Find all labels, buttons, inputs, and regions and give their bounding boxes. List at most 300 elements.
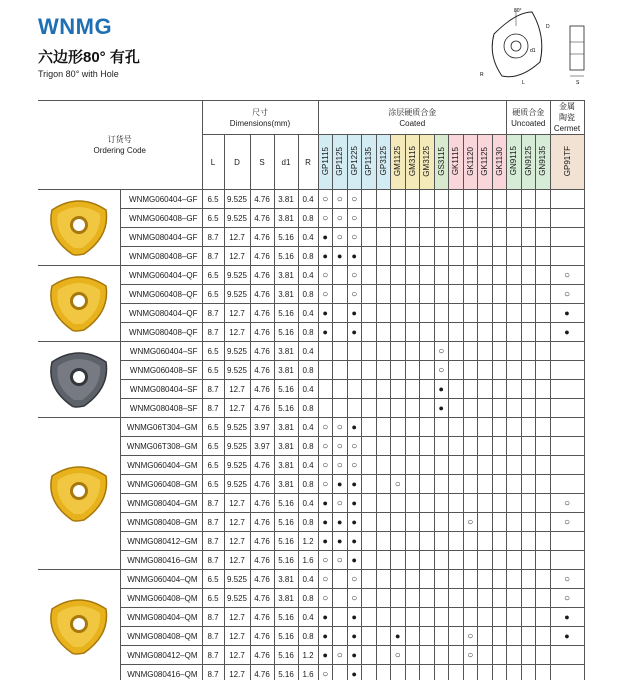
grade-availability-cell (420, 532, 435, 551)
grade-availability-cell (405, 266, 420, 285)
available-open-marker: ○ (351, 440, 358, 452)
available-open-marker: ○ (336, 497, 343, 509)
dimension-cell-l: 8.7 (202, 323, 224, 342)
grade-availability-cell (318, 475, 333, 494)
grade-availability-cell (405, 608, 420, 627)
grade-availability-cell (507, 475, 522, 494)
available-open-marker: ○ (336, 459, 343, 471)
available-open-marker: ○ (563, 497, 571, 509)
grade-availability-cell (420, 209, 435, 228)
grade-availability-cell (434, 228, 449, 247)
grade-availability-cell (362, 646, 377, 665)
grade-availability-cell (362, 551, 377, 570)
recommended-filled-marker: ● (564, 307, 570, 318)
grade-availability-cell (550, 665, 584, 680)
grade-availability-cell (391, 456, 406, 475)
dimension-cell-r: 0.8 (298, 285, 318, 304)
dimension-cell-d: 9.525 (224, 361, 250, 380)
grade-availability-cell (318, 456, 333, 475)
grade-availability-cell (420, 494, 435, 513)
grade-availability-cell (449, 608, 464, 627)
grade-availability-cell (362, 456, 377, 475)
grade-availability-cell (376, 380, 391, 399)
recommended-filled-marker: ● (322, 630, 328, 641)
dimension-cell-r: 0.4 (298, 304, 318, 323)
grade-availability-cell (507, 665, 522, 680)
grade-availability-cell (405, 399, 420, 418)
available-open-marker: ○ (351, 212, 358, 224)
dimension-cell-d: 12.7 (224, 228, 250, 247)
dimension-cell-d1: 3.81 (274, 209, 298, 228)
grade-availability-cell (550, 304, 584, 323)
available-open-marker: ○ (563, 269, 571, 281)
grade-availability-cell (507, 190, 522, 209)
grade-availability-cell (318, 608, 333, 627)
grade-availability-cell (536, 247, 551, 266)
grade-availability-cell (449, 646, 464, 665)
grade-availability-cell (478, 589, 493, 608)
grade-col-header (376, 135, 391, 190)
dimension-cell-d: 9.525 (224, 437, 250, 456)
grade-availability-cell (434, 494, 449, 513)
grade-availability-cell (507, 646, 522, 665)
recommended-filled-marker: ● (322, 307, 328, 318)
grade-availability-cell (391, 532, 406, 551)
dimension-cell-d: 9.525 (224, 570, 250, 589)
grade-availability-cell (362, 285, 377, 304)
insert-icon (44, 348, 114, 410)
grade-availability-cell (333, 323, 348, 342)
grade-availability-cell (478, 266, 493, 285)
grade-availability-cell (492, 513, 507, 532)
grade-availability-cell (521, 551, 536, 570)
cermet-header (550, 101, 584, 135)
grade-availability-cell (391, 266, 406, 285)
grade-availability-cell (420, 285, 435, 304)
dim-col-header: S (250, 135, 274, 190)
dimension-cell-l: 8.7 (202, 646, 224, 665)
recommended-filled-marker: ● (351, 307, 357, 318)
dimension-cell-d1: 3.81 (274, 456, 298, 475)
grade-availability-cell (463, 627, 478, 646)
grade-availability-cell (420, 228, 435, 247)
grade-availability-cell (492, 418, 507, 437)
grade-availability-cell (420, 665, 435, 680)
available-open-marker: ○ (563, 516, 571, 528)
grade-availability-cell (362, 323, 377, 342)
dimension-cell-s: 4.76 (250, 646, 274, 665)
grade-availability-cell (318, 551, 333, 570)
grade-availability-cell (376, 247, 391, 266)
ordering-code-cell: WNMG060404–QM (120, 570, 202, 589)
available-open-marker: ○ (351, 573, 358, 585)
dimension-cell-s: 4.76 (250, 323, 274, 342)
ordering-code-cell: WNMG060408–SF (120, 361, 202, 380)
grade-availability-cell (333, 361, 348, 380)
dimension-cell-r: 1.6 (298, 665, 318, 680)
grade-availability-cell (405, 190, 420, 209)
grade-availability-cell (492, 589, 507, 608)
available-open-marker: ○ (322, 459, 329, 471)
grade-availability-cell (434, 646, 449, 665)
dimension-cell-d: 9.525 (224, 418, 250, 437)
grade-availability-cell (463, 494, 478, 513)
grade-availability-cell (376, 361, 391, 380)
grade-availability-cell (333, 399, 348, 418)
grade-availability-cell (376, 190, 391, 209)
ordering-code-cell: WNMG080404–QF (120, 304, 202, 323)
grade-name: GM3115 (407, 145, 417, 177)
grade-availability-cell (420, 627, 435, 646)
dimension-cell-l: 6.5 (202, 266, 224, 285)
grade-availability-cell (507, 627, 522, 646)
grade-col-header (362, 135, 377, 190)
grade-availability-cell (333, 304, 348, 323)
grade-availability-cell (536, 228, 551, 247)
grade-availability-cell (347, 418, 362, 437)
grade-availability-cell (478, 456, 493, 475)
available-open-marker: ○ (322, 478, 329, 490)
available-open-marker: ○ (322, 440, 329, 452)
grade-availability-cell (362, 665, 377, 680)
grade-availability-cell (492, 494, 507, 513)
grade-availability-cell (478, 532, 493, 551)
dimension-cell-s: 4.76 (250, 285, 274, 304)
dimension-cell-d1: 3.81 (274, 418, 298, 437)
insert-icon (44, 272, 114, 334)
grade-availability-cell (405, 342, 420, 361)
dim-col-header: D (224, 135, 250, 190)
ordering-code-cell: WNMG080404–SF (120, 380, 202, 399)
grade-availability-cell (536, 285, 551, 304)
grade-availability-cell (478, 494, 493, 513)
grade-name: GK1125 (480, 146, 490, 176)
grade-availability-cell (391, 285, 406, 304)
grade-availability-cell (420, 323, 435, 342)
grade-availability-cell (405, 228, 420, 247)
available-open-marker: ○ (467, 630, 474, 642)
grade-availability-cell (507, 380, 522, 399)
dimension-cell-r: 0.8 (298, 361, 318, 380)
grade-availability-cell (449, 399, 464, 418)
grade-availability-cell (550, 646, 584, 665)
grade-availability-cell (463, 570, 478, 589)
ordering-code-cell: WNMG080416–GM (120, 551, 202, 570)
dimension-cell-d1: 5.16 (274, 665, 298, 680)
dimension-cell-l: 6.5 (202, 418, 224, 437)
grade-availability-cell (536, 361, 551, 380)
cermet-en: Cermet (553, 124, 581, 133)
grade-availability-cell (420, 570, 435, 589)
grade-availability-cell (521, 437, 536, 456)
dimension-cell-l: 8.7 (202, 608, 224, 627)
page-title: WNMG (38, 14, 113, 39)
dimension-cell-r: 0.4 (298, 190, 318, 209)
recommended-filled-marker: ● (351, 535, 357, 546)
grade-availability-cell (318, 532, 333, 551)
grade-availability-cell (550, 361, 584, 380)
grade-availability-cell (376, 228, 391, 247)
grade-availability-cell (478, 247, 493, 266)
grade-availability-cell (521, 418, 536, 437)
dimension-cell-d1: 3.81 (274, 266, 298, 285)
grade-availability-cell (347, 361, 362, 380)
dimension-cell-d: 12.7 (224, 551, 250, 570)
grade-availability-cell (347, 228, 362, 247)
dimension-cell-s: 4.76 (250, 494, 274, 513)
grade-availability-cell (521, 513, 536, 532)
grade-availability-cell (405, 247, 420, 266)
table-row (38, 665, 584, 680)
grade-col-header (347, 135, 362, 190)
ordering-code-cell: WNMG080404–QM (120, 608, 202, 627)
grade-availability-cell (521, 399, 536, 418)
grade-availability-cell (521, 247, 536, 266)
insert-grade-table (38, 100, 585, 680)
grade-availability-cell (492, 437, 507, 456)
dimension-cell-r: 0.4 (298, 418, 318, 437)
grade-availability-cell (463, 266, 478, 285)
table-row (38, 285, 584, 304)
grade-availability-cell (391, 190, 406, 209)
recommended-filled-marker: ● (351, 611, 357, 622)
grade-availability-cell (405, 437, 420, 456)
grade-availability-cell (463, 418, 478, 437)
grade-availability-cell (492, 551, 507, 570)
grade-name: GK1115 (451, 146, 461, 176)
grade-col-header (434, 135, 449, 190)
header-row-top (38, 101, 584, 135)
grade-availability-cell (492, 361, 507, 380)
grade-availability-cell (550, 266, 584, 285)
grade-availability-cell (449, 323, 464, 342)
available-open-marker: ○ (336, 193, 343, 205)
grade-availability-cell (318, 247, 333, 266)
dimension-cell-d: 12.7 (224, 494, 250, 513)
dimension-cell-l: 8.7 (202, 228, 224, 247)
dimension-cell-s: 3.97 (250, 418, 274, 437)
grade-col-header (391, 135, 406, 190)
grade-availability-cell (463, 209, 478, 228)
grade-availability-cell (536, 437, 551, 456)
ordering-code-cn: 订货号 (107, 135, 132, 144)
dimension-cell-d: 9.525 (224, 589, 250, 608)
ordering-code-cell: WNMG080408–SF (120, 399, 202, 418)
grade-availability-cell (521, 456, 536, 475)
grade-availability-cell (434, 437, 449, 456)
ordering-code-cell: WNMG080408–QF (120, 323, 202, 342)
grade-availability-cell (478, 646, 493, 665)
dimension-cell-s: 4.76 (250, 209, 274, 228)
dimension-cell-s: 4.76 (250, 266, 274, 285)
grade-availability-cell (492, 342, 507, 361)
grade-availability-cell (536, 475, 551, 494)
dimension-cell-d1: 5.16 (274, 247, 298, 266)
grade-col-header (463, 135, 478, 190)
grade-availability-cell (449, 475, 464, 494)
grade-availability-cell (478, 361, 493, 380)
grade-availability-cell (420, 475, 435, 494)
grade-availability-cell (463, 285, 478, 304)
grade-availability-cell (463, 665, 478, 680)
table-row (38, 456, 584, 475)
available-open-marker: ○ (351, 592, 358, 604)
dimension-cell-d1: 3.81 (274, 437, 298, 456)
grade-availability-cell (550, 380, 584, 399)
ordering-code-cell: WNMG080404–GF (120, 228, 202, 247)
grade-availability-cell (391, 228, 406, 247)
grade-availability-cell (347, 589, 362, 608)
grade-availability-cell (521, 646, 536, 665)
grade-availability-cell (521, 190, 536, 209)
grade-availability-cell (405, 304, 420, 323)
grade-availability-cell (449, 247, 464, 266)
grade-availability-cell (478, 304, 493, 323)
available-open-marker: ○ (467, 649, 474, 661)
table-row (38, 494, 584, 513)
dimension-cell-d1: 3.81 (274, 589, 298, 608)
grade-availability-cell (492, 380, 507, 399)
insert-dimension-diagram (476, 6, 616, 96)
recommended-filled-marker: ● (395, 630, 401, 641)
grade-availability-cell (318, 323, 333, 342)
ordering-code-cell: WNMG060404–GF (120, 190, 202, 209)
dimension-cell-l: 6.5 (202, 361, 224, 380)
table-row (38, 475, 584, 494)
coated-en: Coated (399, 118, 426, 128)
grade-availability-cell (347, 285, 362, 304)
grade-availability-cell (318, 361, 333, 380)
grade-availability-cell (376, 342, 391, 361)
insert-image (38, 570, 120, 680)
table-row (38, 209, 584, 228)
grade-availability-cell (492, 247, 507, 266)
grade-availability-cell (536, 589, 551, 608)
dimension-cell-s: 4.76 (250, 608, 274, 627)
grade-availability-cell (362, 361, 377, 380)
available-open-marker: ○ (322, 212, 329, 224)
grade-availability-cell (492, 304, 507, 323)
grade-availability-cell (420, 266, 435, 285)
grade-availability-cell (318, 209, 333, 228)
available-open-marker: ○ (563, 592, 571, 604)
available-open-marker: ○ (322, 288, 329, 300)
grade-availability-cell (478, 190, 493, 209)
dimension-cell-d: 9.525 (224, 342, 250, 361)
dimension-cell-s: 4.76 (250, 665, 274, 680)
grade-availability-cell (362, 190, 377, 209)
grade-availability-cell (463, 608, 478, 627)
grade-availability-cell (434, 627, 449, 646)
grade-availability-cell (391, 513, 406, 532)
grade-availability-cell (318, 418, 333, 437)
recommended-filled-marker: ● (322, 250, 328, 261)
grade-availability-cell (391, 589, 406, 608)
grade-availability-cell (521, 380, 536, 399)
grade-availability-cell (420, 551, 435, 570)
dimension-cell-r: 0.4 (298, 494, 318, 513)
grade-name: GN9115 (509, 146, 519, 176)
grade-availability-cell (449, 190, 464, 209)
grade-availability-cell (333, 266, 348, 285)
grade-availability-cell (376, 304, 391, 323)
recommended-filled-marker: ● (564, 630, 570, 641)
dimension-cell-d1: 5.16 (274, 399, 298, 418)
recommended-filled-marker: ● (322, 326, 328, 337)
dimension-cell-r: 0.8 (298, 209, 318, 228)
grade-availability-cell (463, 589, 478, 608)
grade-availability-cell (507, 551, 522, 570)
grade-availability-cell (376, 551, 391, 570)
grade-availability-cell (449, 342, 464, 361)
grade-availability-cell (434, 551, 449, 570)
grade-availability-cell (521, 570, 536, 589)
dimension-cell-l: 8.7 (202, 399, 224, 418)
grade-availability-cell (333, 456, 348, 475)
insert-icon (44, 196, 114, 258)
grade-col-header (492, 135, 507, 190)
grade-availability-cell (463, 247, 478, 266)
grade-availability-cell (434, 209, 449, 228)
ordering-code-cell: WNMG080408–GM (120, 513, 202, 532)
dimension-cell-s: 4.76 (250, 304, 274, 323)
recommended-filled-marker: ● (322, 535, 328, 546)
uncoated-header (507, 101, 551, 135)
dim-col-header: R (298, 135, 318, 190)
grade-availability-cell (405, 665, 420, 680)
dimension-cell-r: 0.8 (298, 399, 318, 418)
dimension-cell-d1: 3.81 (274, 285, 298, 304)
grade-availability-cell (376, 323, 391, 342)
grade-availability-cell (376, 418, 391, 437)
grade-availability-cell (507, 266, 522, 285)
grade-availability-cell (521, 285, 536, 304)
grade-availability-cell (536, 532, 551, 551)
dimension-cell-l: 8.7 (202, 513, 224, 532)
grade-availability-cell (521, 627, 536, 646)
grade-availability-cell (463, 437, 478, 456)
dimension-cell-s: 4.76 (250, 513, 274, 532)
grade-availability-cell (434, 608, 449, 627)
insert-image (38, 342, 120, 418)
dimension-cell-l: 8.7 (202, 380, 224, 399)
grade-availability-cell (449, 513, 464, 532)
grade-availability-cell (521, 532, 536, 551)
dimension-cell-d: 9.525 (224, 456, 250, 475)
dimension-cell-r: 0.4 (298, 570, 318, 589)
dimension-cell-s: 3.97 (250, 437, 274, 456)
dimension-cell-r: 0.8 (298, 589, 318, 608)
grade-availability-cell (318, 513, 333, 532)
grade-availability-cell (434, 399, 449, 418)
grade-col-header (405, 135, 420, 190)
table-row (38, 608, 584, 627)
table-row (38, 627, 584, 646)
grade-availability-cell (434, 589, 449, 608)
grade-availability-cell (521, 342, 536, 361)
grade-col-header (318, 135, 333, 190)
dimension-cell-s: 4.76 (250, 475, 274, 494)
table-row (38, 342, 584, 361)
dim-col-header: d1 (274, 135, 298, 190)
dimension-cell-r: 0.4 (298, 456, 318, 475)
dimension-cell-r: 1.2 (298, 532, 318, 551)
recommended-filled-marker: ● (351, 421, 357, 432)
grade-col-header (333, 135, 348, 190)
grade-col-header (478, 135, 493, 190)
grade-availability-cell (362, 247, 377, 266)
grade-col-header (420, 135, 435, 190)
